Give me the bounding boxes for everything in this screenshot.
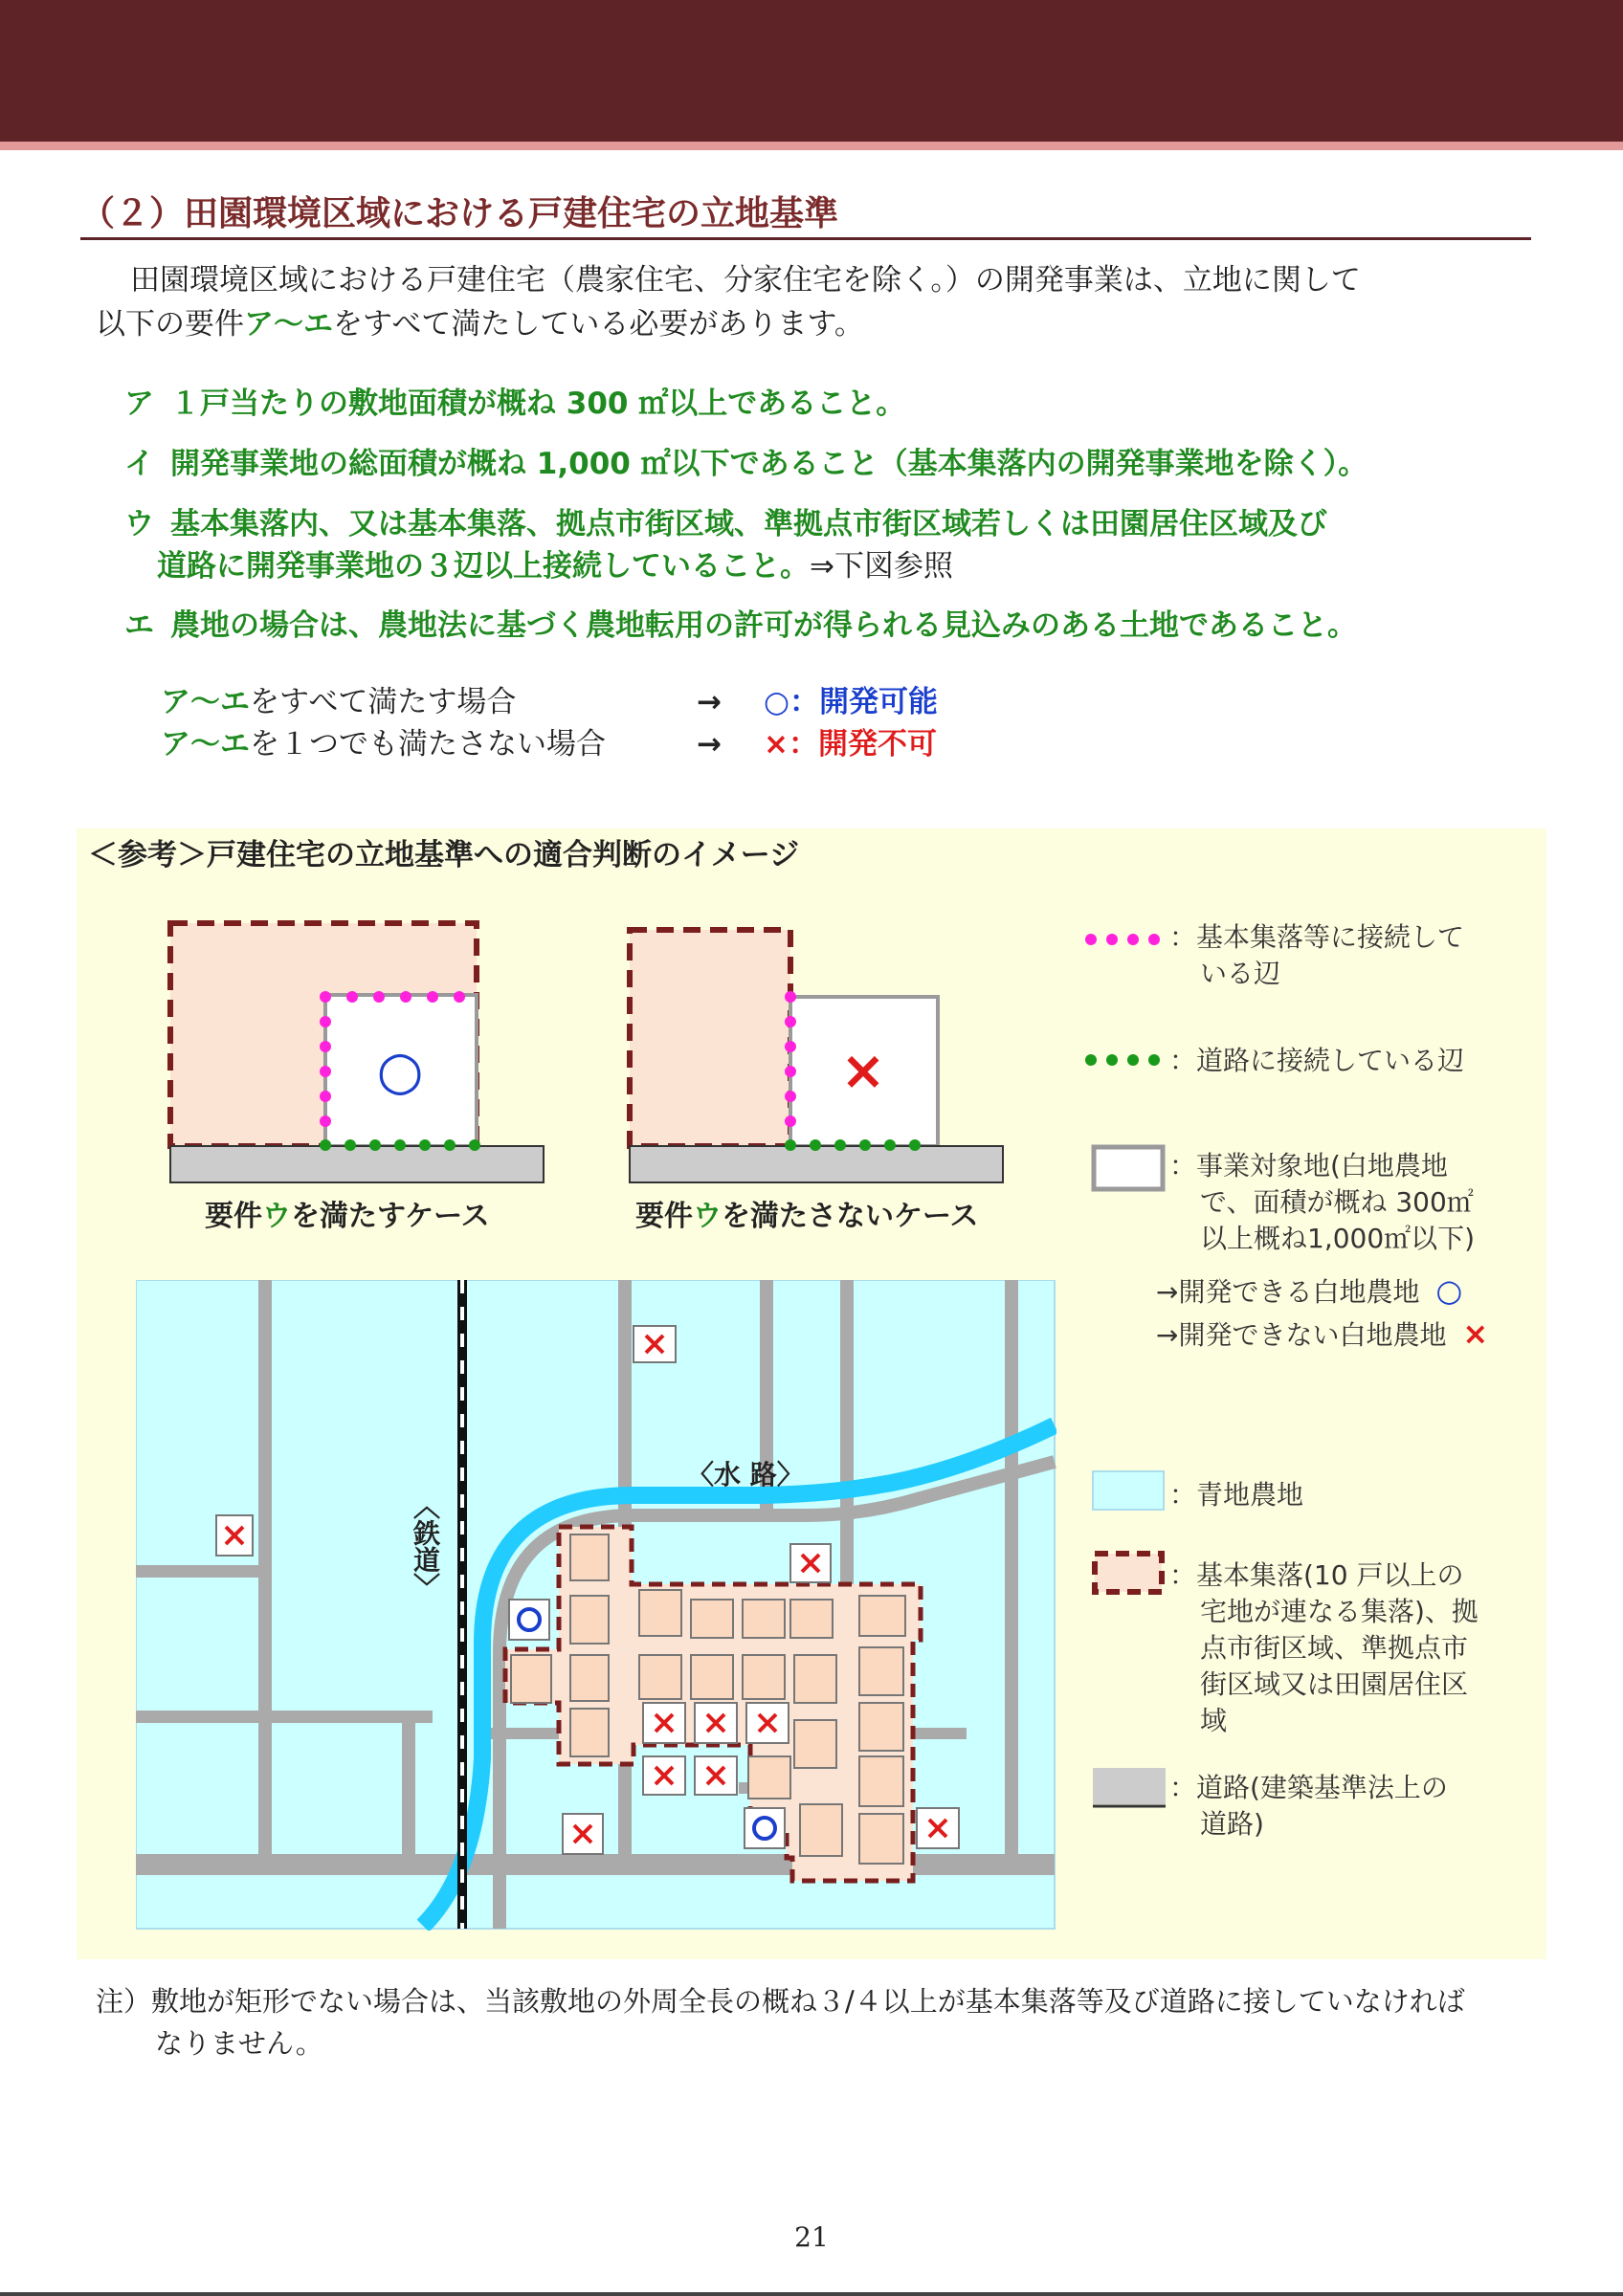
legend-kihon-text: ：基本集落(10 戸以上の 宅地が連なる集落)、拠 点市街区域、準拠点市 街区域又は田園居住区 域 bbox=[1169, 1559, 1478, 1736]
legend-magenta-text: ：基本集落等に接続して いる辺 bbox=[1169, 921, 1465, 989]
legend-kihon-box bbox=[1091, 1550, 1167, 1598]
cross-mark: × bbox=[840, 1040, 886, 1102]
requirement-u: ウ 基本集落内、又は基本集落、拠点市街区域、準拠点市街区域若しくは田園居住区域及び 道路に開発事業地の３辺以上接続していること。⇒下図参照 bbox=[124, 507, 1327, 584]
case2-caption: 要件ウを満たさないケース bbox=[635, 1200, 979, 1233]
reference-title: ＜参考＞戸建住宅の立地基準への適合判断のイメージ bbox=[88, 838, 800, 872]
legend-can-text: →開発できる白地農地 ○ bbox=[1156, 1272, 1463, 1309]
legend-circle-mark: ○ bbox=[1435, 1272, 1463, 1309]
header-band bbox=[0, 0, 1623, 142]
case-diagram-fails bbox=[612, 909, 1014, 1186]
requirement-a: ア １戸当たりの敷地面積が概ね 300 ㎡以上であること。 bbox=[124, 386, 906, 421]
bottom-rule bbox=[0, 2292, 1623, 2296]
result-possible: ア～エをすべて満たす場合 → ○：開発可能 bbox=[161, 685, 939, 719]
legend-road-text: ：道路(建築基準法上の 道路) bbox=[1169, 1772, 1448, 1840]
kihon-shuraku-area bbox=[630, 930, 790, 1146]
road bbox=[630, 1146, 1003, 1182]
intro-paragraph: 田園環境区域における戸建住宅（農家住宅、分家住宅を除く。）の開発事業は、立地に関して 以下の要件ア～エをすべて満たしている必要があります。 bbox=[96, 263, 1361, 342]
legend-target-text: ：事業対象地(白地農地 で、面積が概ね 300㎡ 以上概ね1,000㎡以下) bbox=[1169, 1150, 1476, 1254]
footnote: 注）敷地が矩形でない場合は、当該敷地の外周全長の概ね３/４以上が基本集落等及び道路に接していなければ なりません。 bbox=[96, 1985, 1465, 2060]
legend-aochi-text: ：青地農地 bbox=[1169, 1479, 1304, 1511]
road bbox=[170, 1146, 544, 1182]
requirement-i: イ 開発事業地の総面積が概ね 1,000 ㎡以下であること（基本集落内の開発事業地を除く）。 bbox=[124, 447, 1368, 481]
railway-label: 〈鉄道〉 bbox=[410, 1492, 441, 1600]
header-accent-line bbox=[0, 142, 1623, 150]
page-number: 21 bbox=[794, 2221, 829, 2253]
section-heading: （２）田園環境区域における戸建住宅の立地基準 bbox=[80, 191, 1531, 240]
legend-green-text: ：道路に接続している辺 bbox=[1169, 1045, 1465, 1076]
waterway-label: 〈水 路〉 bbox=[687, 1459, 804, 1490]
circle-mark: ○ bbox=[376, 1040, 424, 1102]
result-impossible: ア～エを１つでも満たさない場合 → ×：開発不可 bbox=[161, 727, 937, 762]
legend-cross-mark: × bbox=[1462, 1315, 1489, 1352]
legend-road-box bbox=[1091, 1766, 1167, 1810]
legend-cannot-text: →開発できない白地農地 × bbox=[1156, 1315, 1489, 1352]
requirement-e: エ 農地の場合は、農地法に基づく農地転用の許可が得られる見込みのある土地であること。 bbox=[124, 608, 1357, 643]
legend-aochi-box bbox=[1091, 1469, 1167, 1512]
case1-caption: 要件ウを満たすケース bbox=[205, 1200, 490, 1233]
legend-target-box bbox=[1091, 1144, 1167, 1192]
case-diagram-meets bbox=[153, 909, 555, 1186]
area-map bbox=[136, 1280, 1056, 1931]
